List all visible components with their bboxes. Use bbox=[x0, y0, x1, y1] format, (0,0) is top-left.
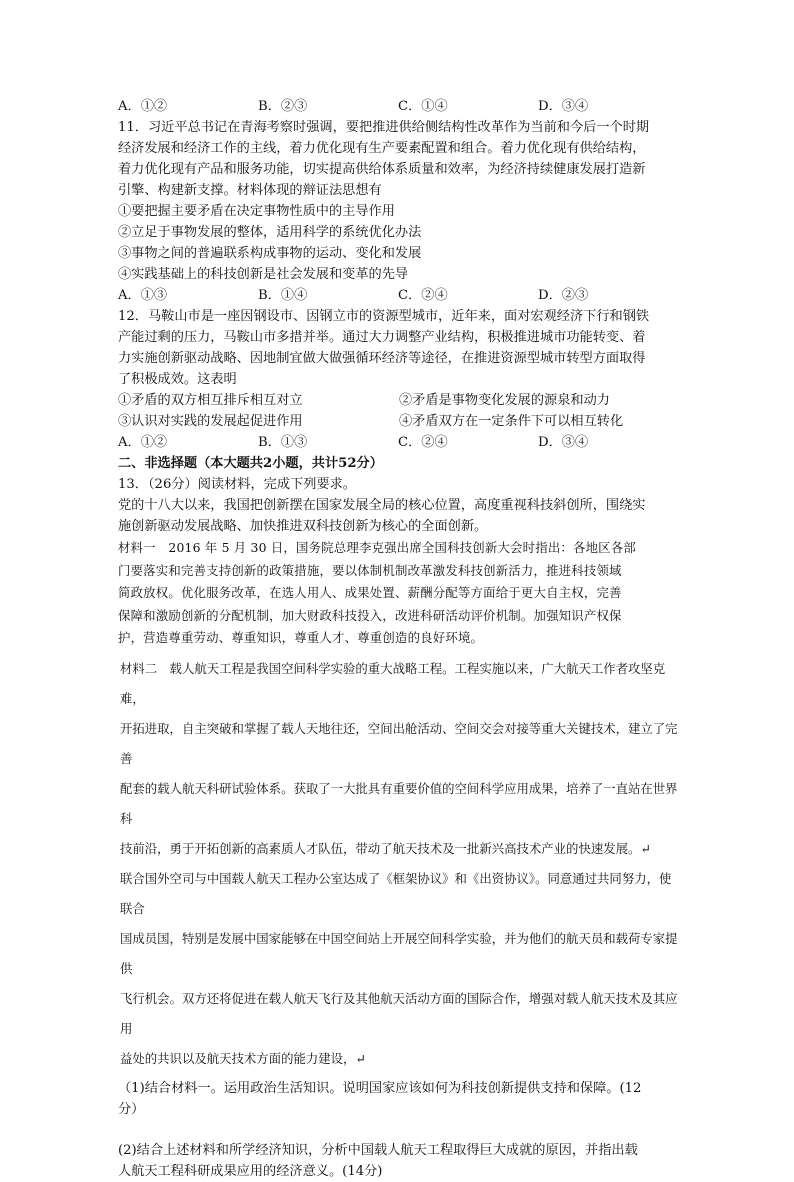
section-title: 二、非选择题（本大题共2小题，共计52分） bbox=[118, 456, 383, 471]
q11-item: ③事物之间的普遍联系构成事物的运动、变化和发展 bbox=[118, 246, 422, 261]
sub-question-2-line: 人航天工程科研成果应用的经济意义。(14分) bbox=[118, 1163, 383, 1179]
q12-option-a: A．①② bbox=[118, 435, 168, 450]
q13 bbox=[118, 474, 683, 1182]
material-one-line: 简政放权。优化服务改革，在选人用人、成果处置、薪酬分配等方面给于更大自主权，完善 bbox=[118, 585, 622, 600]
q11-item: ①要把握主要矛盾在决定事物性质中的主导作用 bbox=[118, 204, 395, 219]
q11-option-c: C．②④ bbox=[398, 288, 448, 303]
sub-question-2-line: (2)结合上述材料和所学经济知识，分析中国载人航天工程取得巨大成就的原因，并指出载 bbox=[118, 1142, 638, 1158]
q12-stem-line: 产能过剩的压力，马鞍山市多措并举。通过大力调整产业结构，积极推进城市功能转变、着 bbox=[118, 330, 646, 345]
q10-option-b: B．②③ bbox=[258, 99, 308, 114]
q12-option-d: D．③④ bbox=[538, 435, 589, 450]
q12-item: ③认识对实践的发展起促进作用 bbox=[118, 414, 303, 429]
q11-options bbox=[118, 285, 683, 306]
q13-header: 13．（26分）阅读材料，完成下列要求。 bbox=[118, 477, 356, 492]
material-two-line: 材料二 载人航天工程是我国空间科学实验的重大战略工程。工程实施以来，广大航天工作者攻坚克难， bbox=[120, 660, 666, 706]
q11-item: ④实践基础上的科技创新是社会发展和变革的先导 bbox=[118, 267, 409, 282]
q12-stem-line: 了积极成效。这表明 bbox=[118, 372, 237, 387]
q11-stem-line: 经济发展和经济工作的主线，着力优化现有生产要素配置和组合。着力优化现有供给结构， bbox=[118, 141, 646, 156]
q12-stem-line: 力实施创新驱动战略、因地制宜做大做强循环经济等途径，在推进资源型城市转型方面取得 bbox=[118, 351, 646, 366]
q12-item: ②矛盾是事物变化发展的源泉和动力 bbox=[399, 393, 610, 408]
q10-options bbox=[118, 96, 683, 117]
material-one-line: 保障和激励创新的分配机制，加大财政科技投入，改进科研活动评价机制。加强知识产权保 bbox=[118, 607, 622, 623]
q11-stem-line: 引擎、构建新支撑。材料体现的辩证法思想有 bbox=[118, 183, 382, 198]
q11-stem-line: 着力优化现有产品和服务功能，切实提高供给体系质量和效率，为经济持续健康发展打造新 bbox=[118, 162, 646, 177]
q11-option-b: B．①④ bbox=[258, 288, 308, 303]
q13-intro-line: 党的十八大以来，我国把创新摆在国家发展全局的核心位置，高度重视科技斜创所，围绕实 bbox=[118, 498, 646, 513]
q12-stem-line: 12．马鞍山市是一座因钢设市、因钢立市的资源型城市，近年来，面对宏观经济下行和钢铁 bbox=[118, 309, 650, 324]
q11 bbox=[118, 117, 683, 306]
material-two-line: 开拓进取，自主突破和掌握了载人天地往还，空间出舱活动、空间交会对接等重大关键技术，建立了完善 bbox=[120, 720, 678, 766]
material-two bbox=[120, 654, 683, 1074]
q11-item: ②立足于事物发展的整体，适用科学的系统优化办法 bbox=[118, 225, 422, 240]
q11-option-a: A．①③ bbox=[118, 288, 168, 303]
q13-intro-line: 施创新驱动发展战略、加快推进双科技创新为核心的全面创新。 bbox=[118, 519, 488, 534]
q12-items-row bbox=[118, 390, 683, 411]
q12-item: ①矛盾的双方相互排斥相互对立 bbox=[118, 393, 303, 408]
material-one-line: 材料一 2016 年 5 月 30 日，国务院总理李克强出席全国科技创新大会时指出：各地区各部 bbox=[118, 540, 636, 555]
q12 bbox=[118, 306, 683, 453]
q10-option-c: C．①④ bbox=[398, 99, 448, 114]
material-one-line: 门要落实和完善支持创新的政策措施，要以体制机制改革激发科技创新活力，推进科技领域 bbox=[118, 562, 622, 578]
material-two-line: 联合国外空司与中国载人航天工程办公室达成了《框架协议》和《出资协议》。同意通过共同努力，使联合 bbox=[120, 870, 672, 916]
material-one-line: 护，营造尊重劳动、尊重知识，尊重人才、尊重创造的良好环境。 bbox=[118, 630, 484, 645]
q11-option-d: D．②③ bbox=[538, 288, 589, 303]
sub-question-1-line: 分） bbox=[118, 1101, 145, 1117]
material-two-line: 技前沿，勇于开拓创新的高素质人才队伍，带动了航天技术及一批新兴高技术产业的快速发展。↵ bbox=[120, 840, 651, 856]
material-two-line: 配套的载人航天科研试验体系。获取了一大批具有重要价值的空间科学应用成果，培养了一直站在世界科 bbox=[120, 780, 678, 826]
material-two-line: 飞行机会。双方还将促进在载人航天飞行及其他航天活动方面的国际合作，增强对载人航天技术及其应用 bbox=[120, 990, 678, 1036]
sub-question-2 bbox=[118, 1140, 683, 1182]
material-two-line: 国成员国，特别是发展中国家能够在中国空间站上开展空间科学实验，并为他们的航天员和载荷专家提供 bbox=[120, 930, 678, 976]
sub-question-1 bbox=[118, 1078, 683, 1120]
material-one bbox=[118, 537, 683, 650]
q11-stem-line: 11．习近平总书记在青海考察时强调，要把推进供给侧结构性改革作为当前和今后一个时期 bbox=[118, 120, 650, 135]
q12-items-row bbox=[118, 411, 683, 432]
material-two-line: 益处的共识以及航天技术方面的能力建设，↵ bbox=[120, 1050, 366, 1066]
q10-option-a: A．①② bbox=[118, 99, 168, 114]
q12-item: ④矛盾双方在一定条件下可以相互转化 bbox=[399, 414, 624, 429]
q12-option-b: B．①③ bbox=[258, 435, 308, 450]
q10-option-d: D．③④ bbox=[538, 99, 589, 114]
q12-options bbox=[118, 432, 683, 453]
sub-question-1-line: （1)结合材料一。运用政治生活知识。说明国家应该如何为科技创新提供支持和保障。(12 bbox=[118, 1080, 642, 1096]
q12-option-c: C．②④ bbox=[398, 435, 448, 450]
exam-page bbox=[118, 96, 683, 1182]
